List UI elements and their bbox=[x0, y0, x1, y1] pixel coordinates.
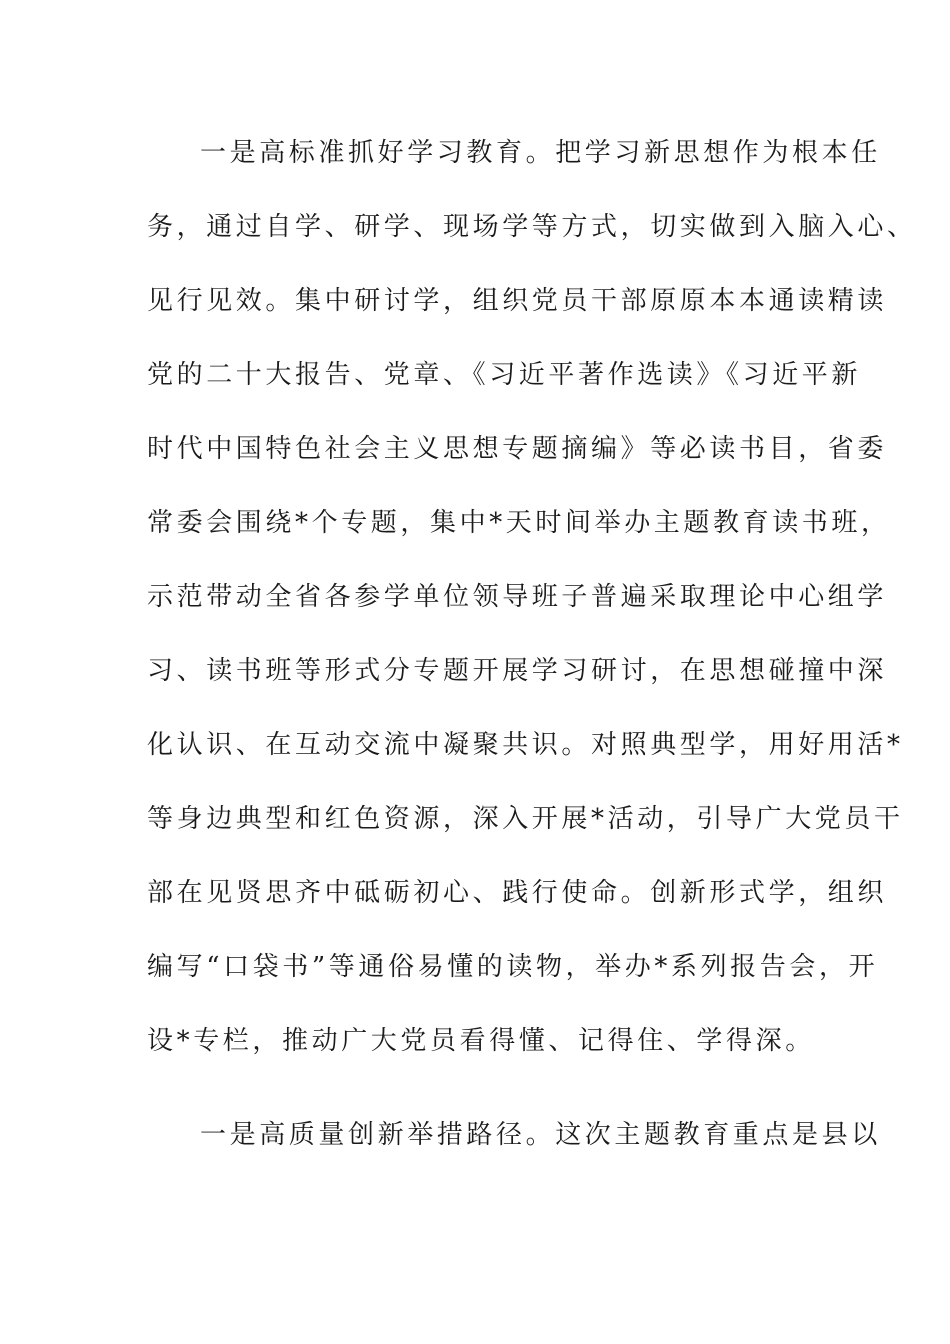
paragraph-line: 见行见效。集中研讨学，组织党员干部原原本本通读精读 bbox=[147, 286, 888, 316]
paragraph-line: 设*专栏，推动广大党员看得懂、记得住、学得深。 bbox=[147, 1026, 815, 1056]
paragraph-line: 常委会围绕*个专题，集中*天时间举办主题教育读书班， bbox=[147, 508, 891, 538]
paragraph-line: 等身边典型和红色资源，深入开展*活动，引导广大党员干 bbox=[147, 804, 904, 834]
paragraph-line: 编写“口袋书”等通俗易懂的读物，举办*系列报告会，开 bbox=[147, 952, 879, 982]
paragraph-line: 示范带动全省各参学单位领导班子普遍采取理论中心组学 bbox=[147, 582, 888, 612]
paragraph-line: 务，通过自学、研学、现场学等方式，切实做到入脑入心、 bbox=[147, 212, 917, 242]
paragraph-line: 一是高标准抓好学习教育。把学习新思想作为根本任 bbox=[200, 138, 881, 168]
paragraph-line: 时代中国特色社会主义思想专题摘编》等必读书目，省委 bbox=[147, 434, 888, 464]
paragraph-line: 部在见贤思齐中砥砺初心、践行使命。创新形式学，组织 bbox=[147, 878, 888, 908]
paragraph-line: 党的二十大报告、党章、《习近平著作选读》《习近平新 bbox=[147, 360, 862, 390]
paragraph-line: 化认识、在互动交流中凝聚共识。对照典型学，用好用活* bbox=[147, 730, 904, 760]
paragraph-line: 一是高质量创新举措路径。这次主题教育重点是县以 bbox=[200, 1120, 881, 1150]
paragraph-line: 习、读书班等形式分专题开展学习研讨，在思想碰撞中深 bbox=[147, 656, 888, 686]
